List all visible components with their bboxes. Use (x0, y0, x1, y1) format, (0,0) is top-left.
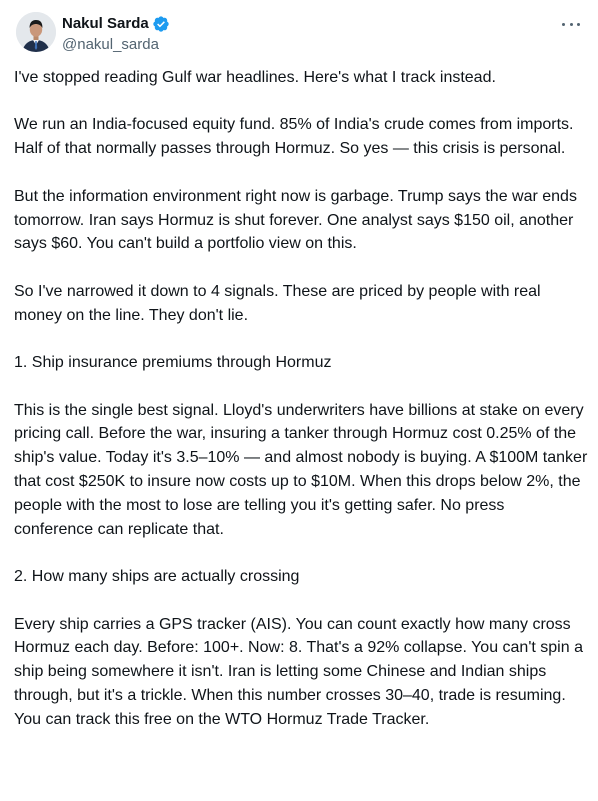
tweet-header (16, 12, 586, 58)
tweet-paragraph: 1. Ship insurance premiums through Hormuz (14, 354, 332, 372)
tweet-paragraph: I've stopped reading Gulf war headlines. Here's what I track instead. (14, 69, 496, 86)
author-display-name[interactable]: Nakul Sarda (62, 15, 149, 32)
tweet-paragraph: So I've narrowed it down to 4 signals. These are priced by people with real money on the line. They don't lie. (14, 282, 541, 324)
tweet-text (14, 66, 588, 755)
person-avatar-icon (16, 12, 56, 52)
tweet-paragraph: This is the single best signal. Lloyd's underwriters have billions at stake on every pricing call. Before the war, insuring a tanker through Hormuz cost 0.25% of the ship's value. Today it's 3.5–10% — and almost nobody is buying. A $100M tanker that cost $250K to insure now costs up to $10M. When this drops below 2%, the people with the most to lose are telling you it's getting safer. No press conference can replicate that. (14, 401, 588, 538)
avatar[interactable] (16, 12, 56, 52)
tweet-paragraph: 2. How many ships are actually crossing (14, 568, 300, 586)
more-dot (577, 23, 580, 26)
author-handle[interactable]: @nakul_sarda (62, 36, 159, 53)
verified-badge-icon[interactable] (152, 15, 170, 33)
author-names (62, 14, 170, 55)
display-name-row (62, 14, 170, 34)
tweet-paragraph: We run an India-focused equity fund. 85% of India's crude comes from imports. Half of that normally passes through Hormuz. So yes — this crisis is personal. (14, 116, 574, 158)
more-dot (562, 23, 565, 26)
tweet-paragraph: But the information environment right now is garbage. Trump says the war ends tomorrow. Iran says Hormuz is shut forever. One analyst says $150 oil, another says $60. You can't build a portfolio view on this. (14, 187, 577, 253)
more-horizontal-icon[interactable] (562, 18, 580, 30)
more-dot (570, 23, 573, 26)
tweet-paragraph: Every ship carries a GPS tracker (AIS). You can count exactly how many cross Hormuz each day. Before: 100+. Now: 8. That's a 92% collapse. You can't spin a ship being somewhere it isn't. Iran is letting some Chinese and Indian ships through, but it's a trickle. When this number crosses 30–40, trade is resuming. You can track this free on the WTO Hormuz Trade Tracker. (14, 615, 583, 728)
